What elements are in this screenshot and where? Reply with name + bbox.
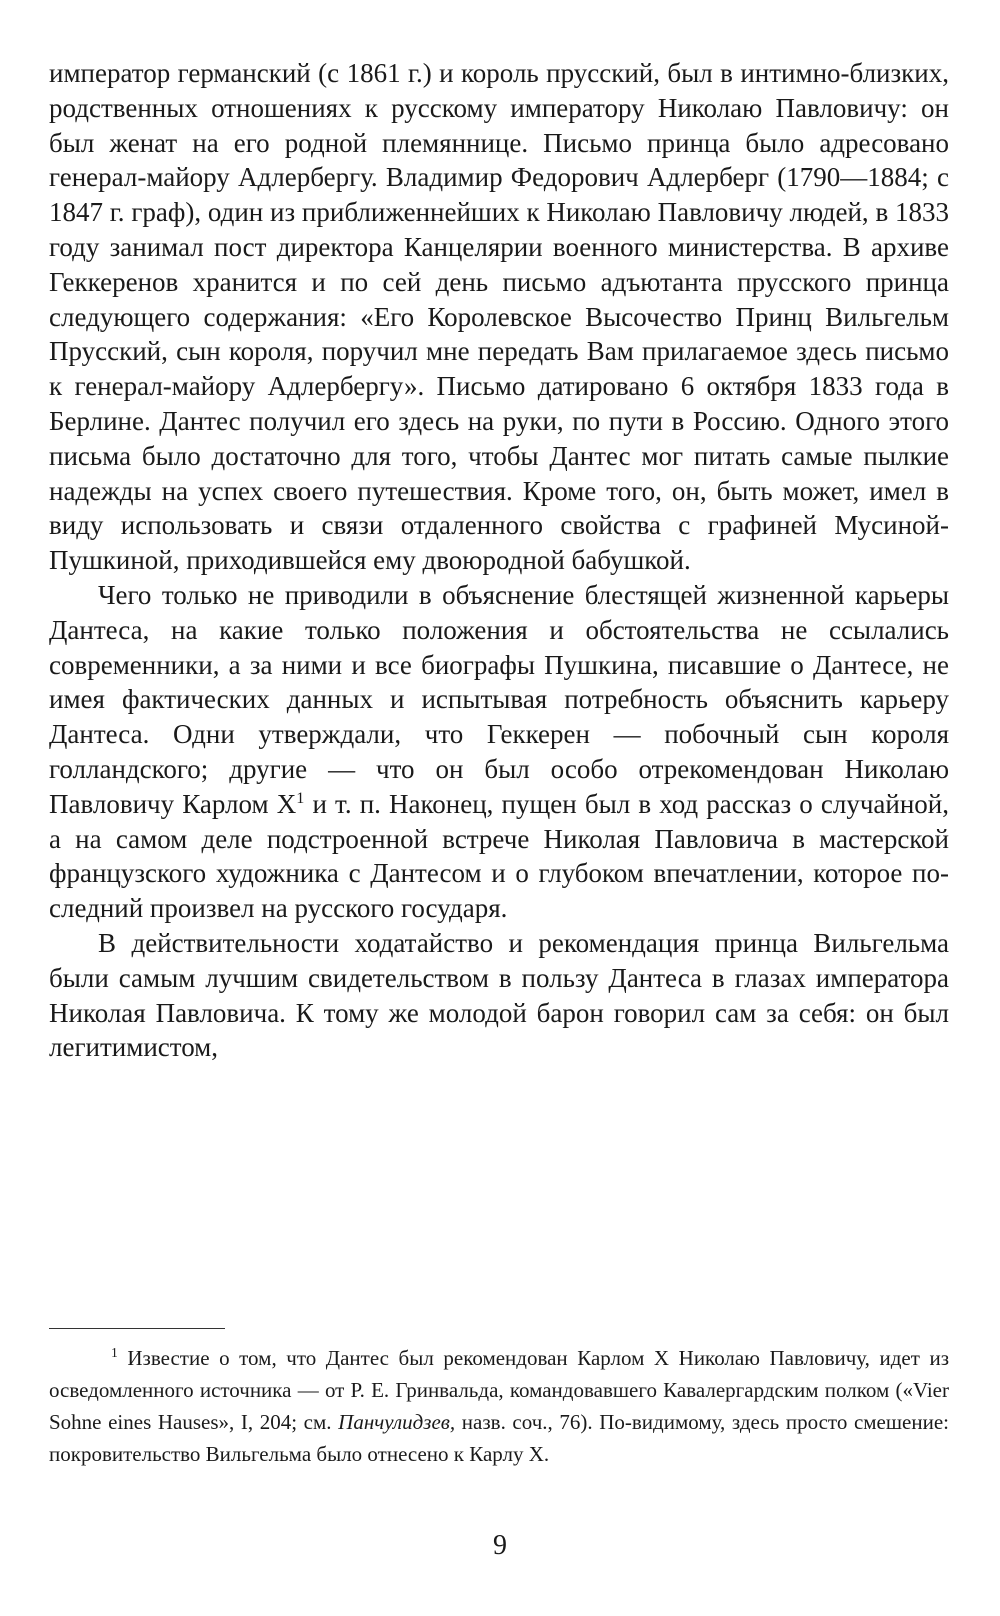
footnote-text: Известие о том, что Дантес был рекомендован Карлом X Николаю Павловичу, идет из осведомленного источника — от Р. Е. Гринвальда, командовавшего Кавалергардским полком («Vier Sohne eines Hauses», I, 204; см.: [49, 1346, 949, 1434]
footnote: [49, 1342, 949, 1470]
footnote-divider: [49, 1328, 225, 1329]
page-number: 9: [493, 1530, 507, 1561]
footnote-marker: 1: [111, 1345, 118, 1360]
footnote-author: Панчулидзев,: [338, 1410, 456, 1434]
footnote-reference: 1: [296, 788, 305, 807]
paragraph-3: В действительности ходатайство и рекомендация принца Вильгельма были самым лучшим свидетельством в пользу Дантеса в глазах императора Николая Павловича. К тому же молодой барон говорил сам за себя: он был легитимистом,: [49, 927, 949, 1063]
footnote-text-continued: назв. соч., 76). По-видимому, здесь просто смешение: покровительство Вильгельма было отнесено к Карлу X.: [49, 1410, 949, 1466]
paragraph-2: [49, 578, 949, 926]
page-body: [49, 56, 949, 1065]
paragraph-2-text-continued: и т. п. Наконец, пущен был в ход рассказ о случайной, а на самом деле подстроенной встрече Николая Павловича в мастерской французского художника с Дантесом и о глубоком впечатлении, которое последний произвел на русского государя.: [49, 788, 950, 924]
paragraph-1: император германский (с 1861 г.) и король прусский, был в интимно-близких, родственных отношениях к русскому императору Николаю Павловичу: он был женат на его родной племяннице. Письмо принца было адресовано генерал-майору Адлербергу. Владимир Федорович Адлерберг (1790—1884; с 1847 г. граф), один из приближеннейших к Николаю Павловичу людей, в 1833 году занимал пост директора Канцелярии военного министерства. В архиве Геккеренов хранится и по сей день письмо адъютанта прусского принца следующего содержания: «Его Королевское Высочество Принц Вильгельм Прусский, сын короля, поручил мне передать Вам прилагаемое здесь письмо к генерал-майору Адлербергу». Письмо датировано 6 октября 1833 года в Берлине. Дантес получил его здесь на руки, по пути в Россию. Одного этого письма было достаточно для того, чтобы Дантес мог питать самые пылкие надежды на успех своего путешествия. Кроме того, он, быть может, имел в виду использовать и связи отдаленного свойства с графиней Мусиной-Пушкиной, приходившейся ему двоюродной бабушкой.: [49, 58, 949, 576]
paragraph-2-text: Чего только не приводили в объяснение блестящей жизненной карьеры Дантеса, на какие только положения и обстоятельства не ссылались современники, а за ними и все биографы Пушкина, писавшие о Дантесе, не имея фактических данных и испытывая потребность объяснить карьеру Дантеса. Одни утверждали, что Геккерен — побочный сын короля голландского; другие — что он был особо отрекомендован Николаю Павловичу Карлом X: [49, 579, 949, 819]
